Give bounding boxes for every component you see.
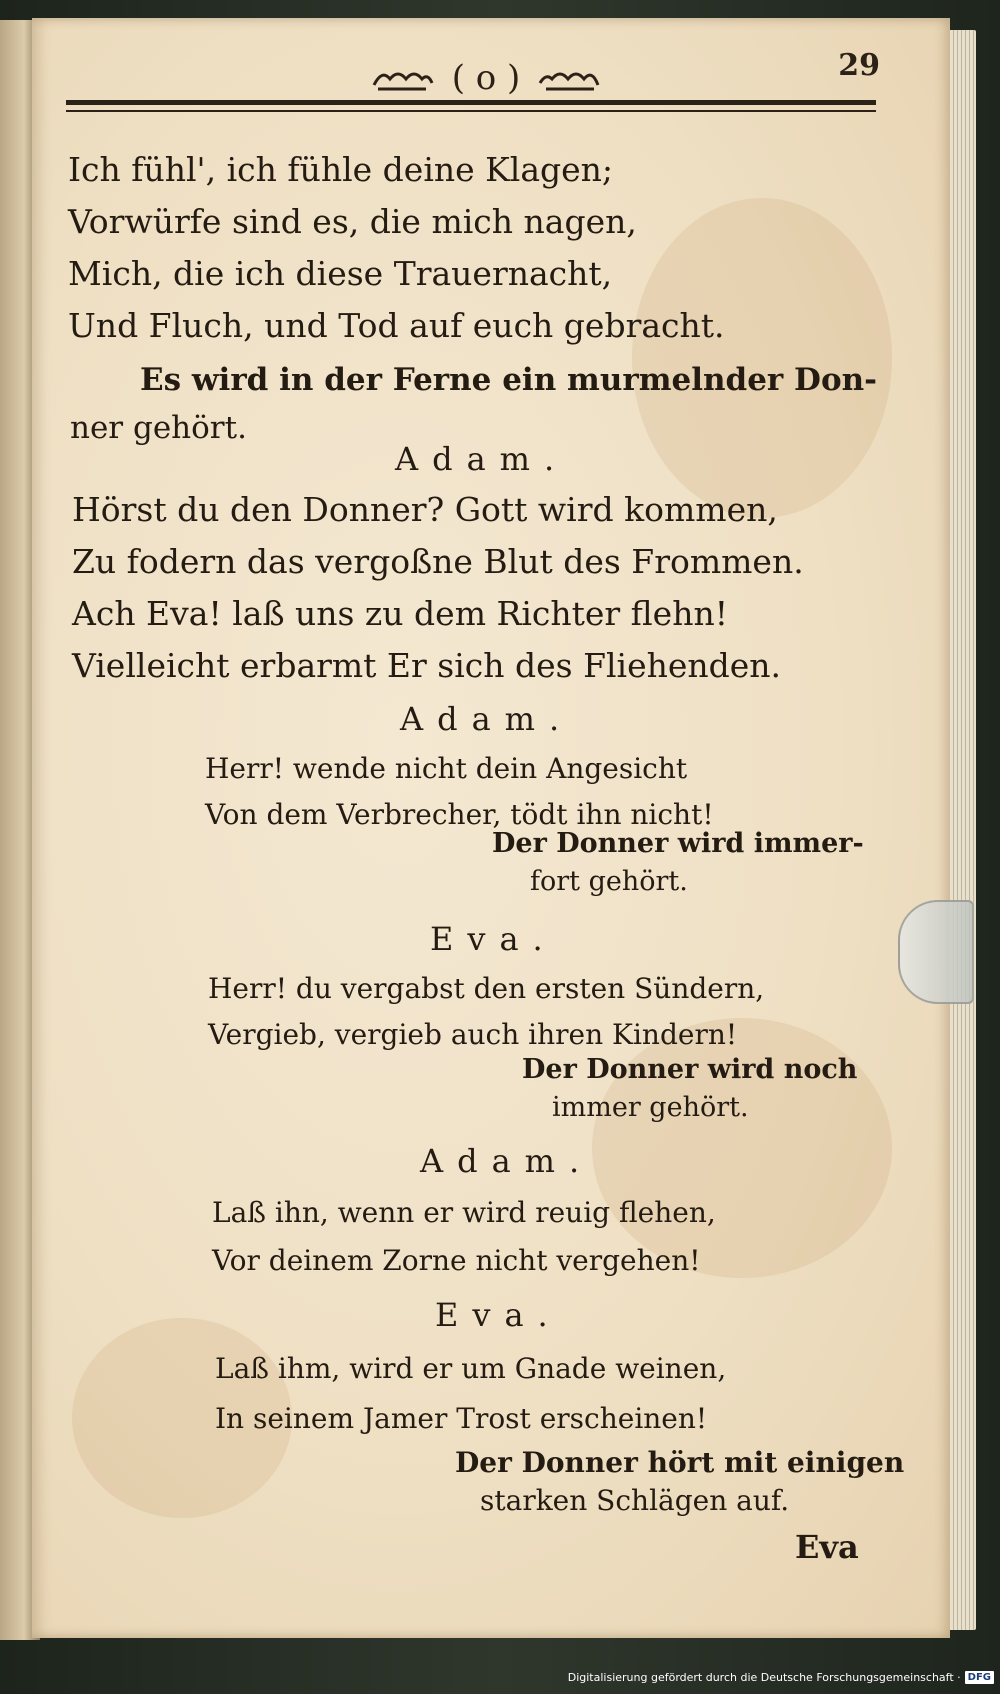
speaker-name: Adam.: [420, 1142, 594, 1180]
speaker-name: Eva.: [430, 920, 557, 958]
speaker-name: Adam.: [400, 700, 574, 738]
stage-direction: starken Schlägen auf.: [480, 1484, 790, 1517]
page-clip: [898, 900, 974, 1004]
stage-direction: Der Donner wird noch: [522, 1054, 858, 1085]
header-rule: [66, 100, 876, 105]
verse-line: Vergieb, vergieb auch ihren Kindern!: [208, 1018, 738, 1051]
header-ornament-group: [326, 56, 646, 100]
stage-direction: Der Donner wird immer-: [492, 828, 864, 859]
verse-line: Hörst du den Donner? Gott wird kommen,: [72, 490, 778, 529]
stage-direction: fort gehört.: [530, 866, 688, 897]
verse-line: Zu fodern das vergoßne Blut des Frommen.: [72, 542, 804, 581]
page-marker: ( o ): [451, 58, 521, 98]
page-number: 29: [838, 48, 880, 83]
dfg-logo: DFG: [965, 1671, 994, 1684]
verse-line: Herr! wende nicht dein Angesicht: [205, 752, 688, 785]
page-header: [66, 48, 882, 108]
verse-line: Laß ihm, wird er um Gnade weinen,: [215, 1352, 727, 1385]
verse-line: In seinem Jamer Trost erscheinen!: [215, 1402, 708, 1435]
verse-line: Ich fühl', ich fühle deine Klagen;: [68, 150, 614, 189]
verse-line: Ach Eva! laß uns zu dem Richter flehn!: [72, 594, 728, 633]
verse-line: Laß ihn, wenn er wird reuig flehen,: [212, 1196, 716, 1229]
stage-direction: Der Donner hört mit einigen: [455, 1446, 905, 1479]
stage-direction: ner gehört.: [70, 410, 247, 446]
catchword: Eva: [795, 1528, 859, 1566]
verse-line: Vielleicht erbarmt Er sich des Fliehenden.: [72, 646, 782, 685]
speaker-name: Eva.: [435, 1296, 562, 1334]
digitization-credit: [568, 1668, 994, 1686]
speaker-name: Adam.: [395, 440, 569, 478]
verse-line: Mich, die ich diese Trauernacht,: [68, 254, 613, 293]
fleuron-right-icon: [538, 65, 602, 91]
verse-line: Vor deinem Zorne nicht vergehen!: [212, 1244, 701, 1277]
credit-text: Digitalisierung gefördert durch die Deutsche Forschungsgemeinschaft ·: [567, 1670, 961, 1684]
stage-direction: immer gehört.: [552, 1092, 749, 1123]
verse-line: Vorwürfe sind es, die mich nagen,: [68, 202, 637, 241]
verse-line: Herr! du vergabst den ersten Sündern,: [208, 972, 765, 1005]
verse-line: Und Fluch, und Tod auf euch gebracht.: [68, 306, 725, 345]
stage-direction: Es wird in der Ferne ein murmelnder Don-: [140, 362, 878, 398]
header-rule-thin: [66, 110, 876, 112]
paper-stain: [632, 198, 892, 518]
fleuron-left-icon: [370, 65, 434, 91]
verse-line: Von dem Verbrecher, tödt ihn nicht!: [205, 798, 714, 831]
